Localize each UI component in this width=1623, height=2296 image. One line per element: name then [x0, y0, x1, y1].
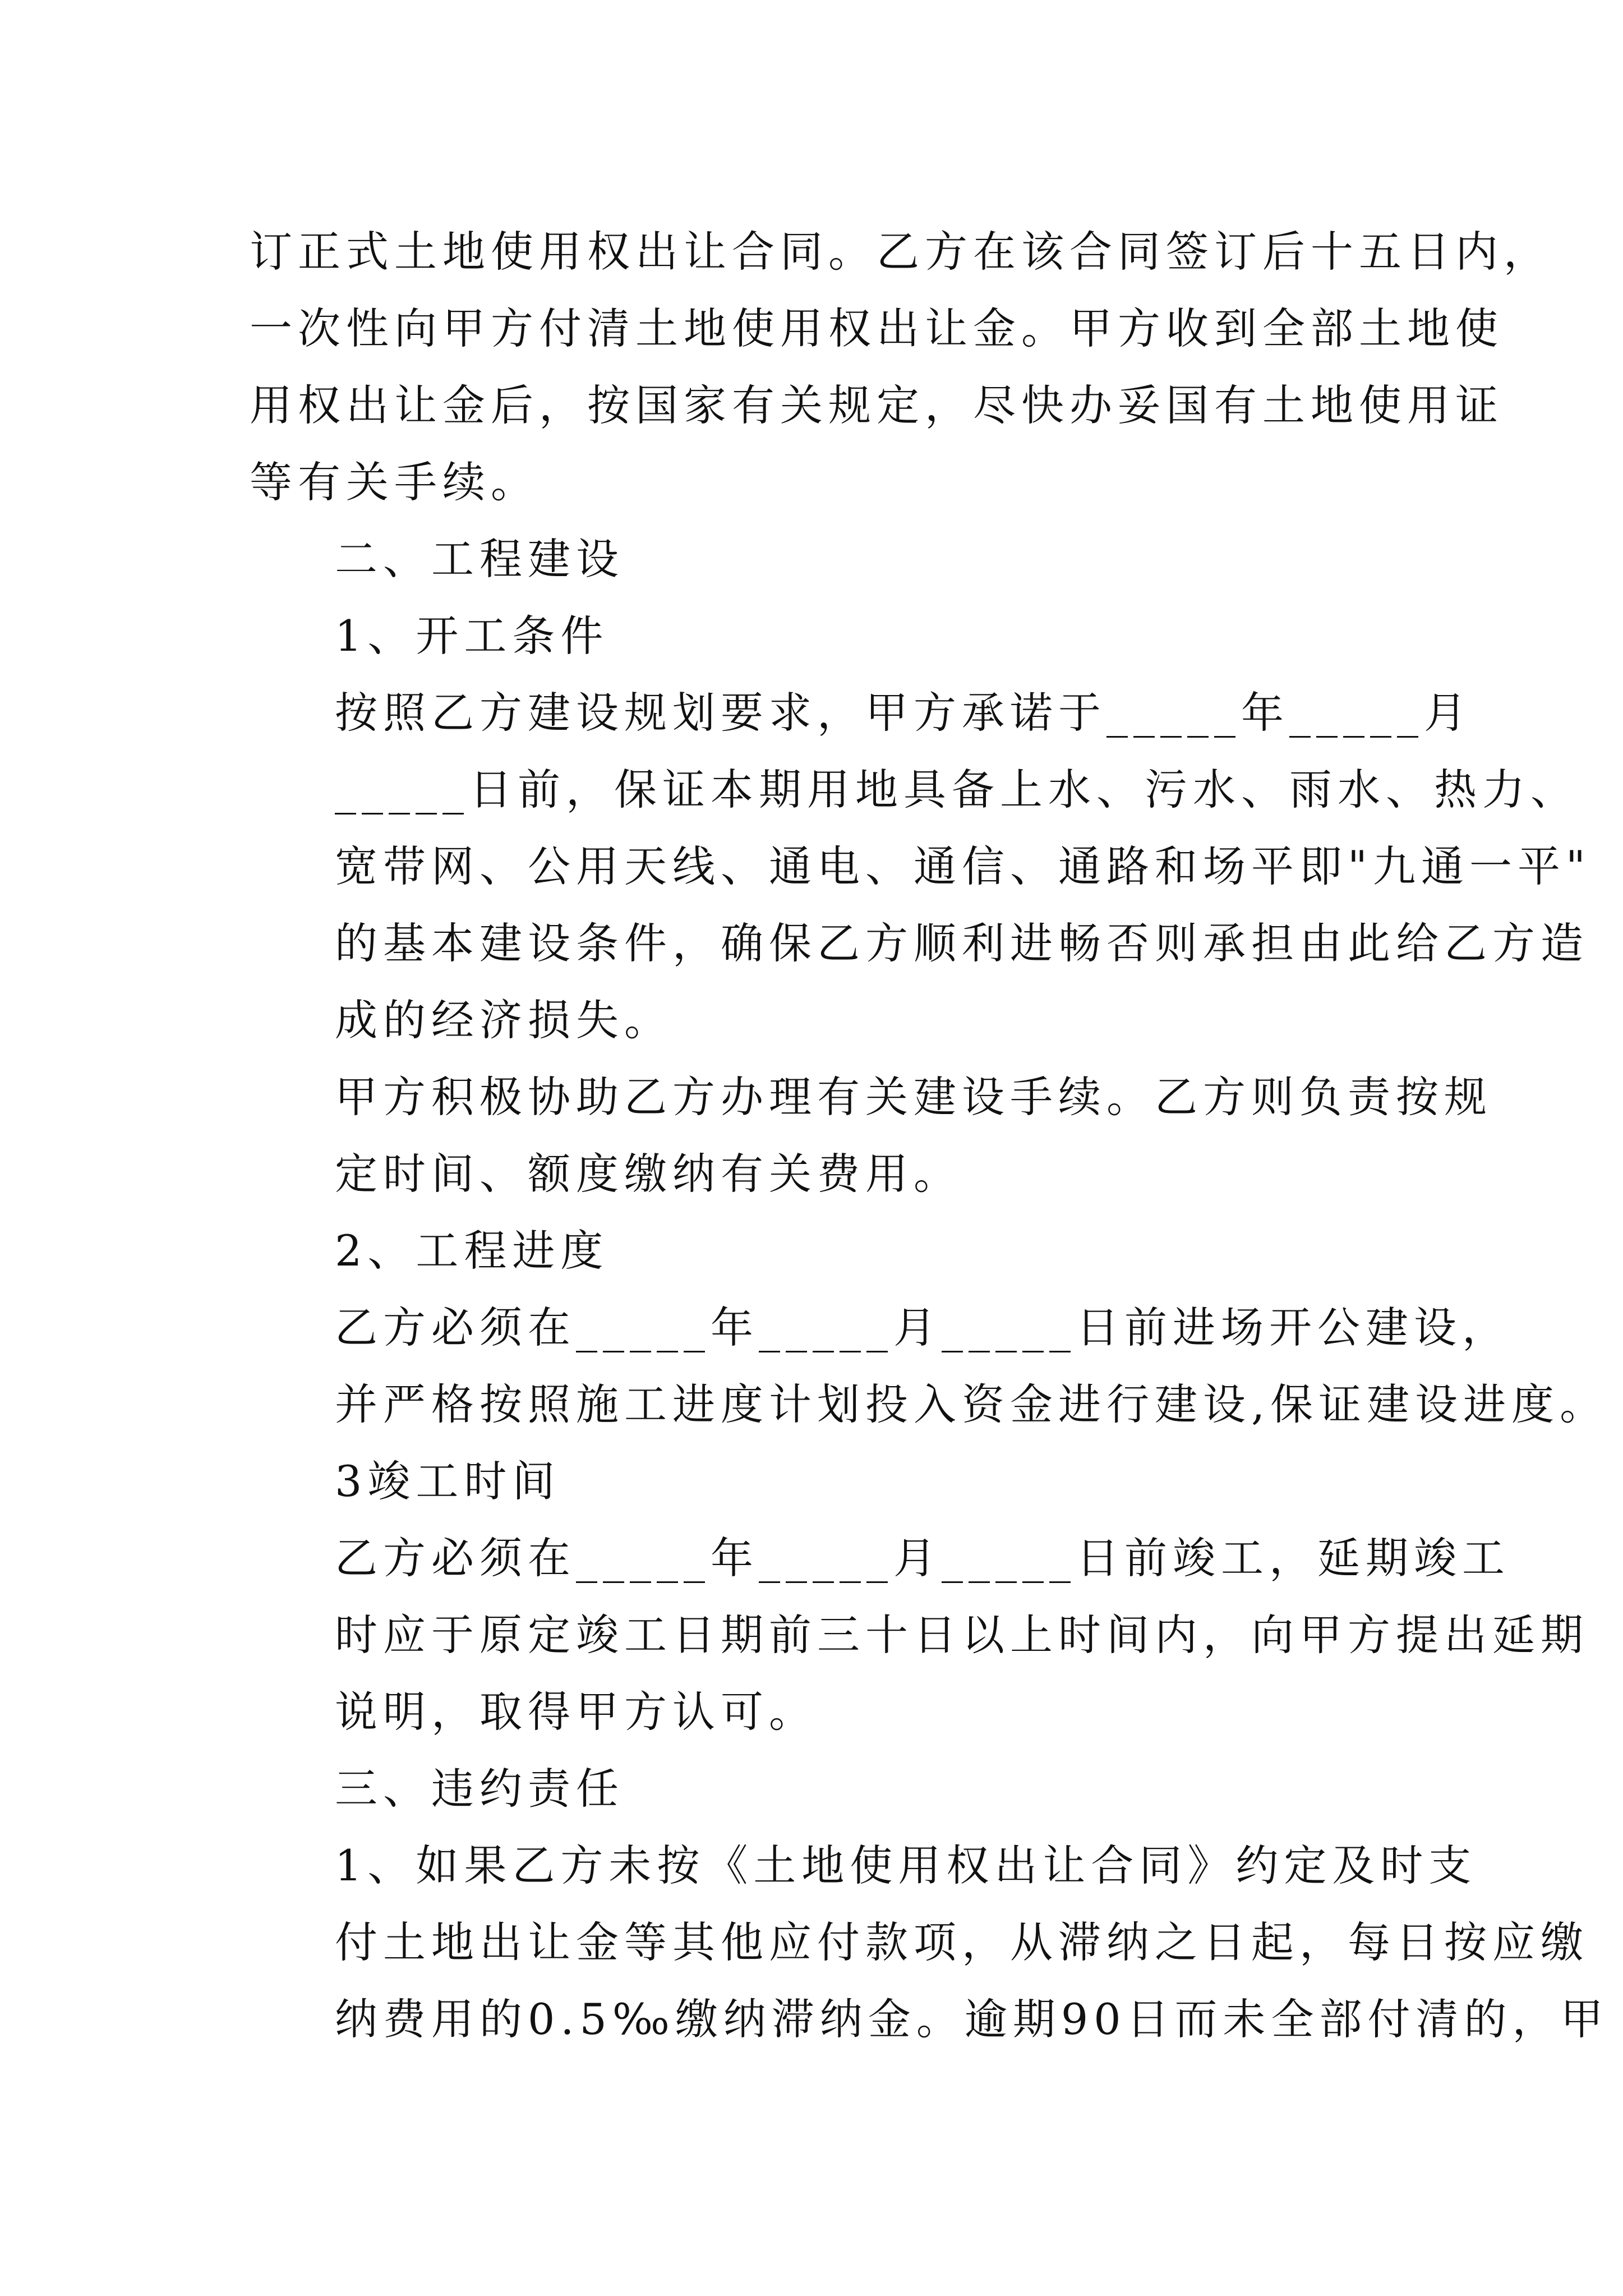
subheading-completion	[250, 1443, 1394, 1520]
text-line: 一次性向甲方付清土地使用权出让金。甲方收到全部土地使	[250, 303, 1504, 353]
text-line: 付土地出让金等其他应付款项，从滞纳之日起，每日按应缴	[335, 1917, 1589, 1967]
subheading-progress	[250, 1212, 1394, 1289]
text-line: 等有关手续。	[250, 457, 539, 507]
text-line: 说明，取得甲方认可。	[335, 1687, 817, 1737]
text-line: 乙方必须在_____年_____月_____日前竣工，延期竣工	[335, 1533, 1510, 1583]
text-line: 宽带网、公用天线、通电、通信、通路和场平即"九通一平"	[335, 841, 1591, 891]
text-line: 1、如果乙方未按《土地使用权出让合同》约定及时支	[335, 1841, 1477, 1890]
text-line: 时应于原定竣工日期前三十日以上时间内，向甲方提出延期	[335, 1610, 1589, 1660]
text-line: 甲方积极协助乙方办理有关建设手续。乙方则负责按规	[335, 1072, 1492, 1122]
subheading-start-conditions	[250, 597, 1394, 674]
text-line: 纳费用的0.5‰缴纳滞纳金。逾期90日而未全部付清的，甲	[335, 1994, 1609, 2044]
text-line: 定时间、额度缴纳有关费用。	[335, 1149, 962, 1199]
document-page	[250, 213, 1609, 2058]
text-line: 3竣工时间	[335, 1456, 561, 1506]
paragraph-completion	[250, 1520, 1589, 1750]
paragraph-procedures-fees	[250, 1059, 1492, 1212]
text-line: 用权出让金后，按国家有关规定，尽快办妥国有土地使用证	[250, 380, 1504, 430]
text-line: 的基本建设条件，确保乙方顺利进畅否则承担由此给乙方造	[335, 918, 1589, 968]
text-line: 乙方必须在_____年_____月_____日前进场开公建设，	[335, 1303, 1510, 1352]
paragraph-progress	[250, 1289, 1608, 1443]
section-heading-construction	[250, 521, 1394, 597]
paragraph-start-conditions	[250, 674, 1591, 1059]
text-line: 并严格按照施工进度计划投入资金进行建设,保证建设进度。	[335, 1379, 1608, 1429]
section-heading-liability	[250, 1750, 1394, 1827]
text-line: _____日前，保证本期用地具备上水、污水、雨水、热力、	[335, 765, 1579, 815]
text-line: 订正式土地使用权出让合同。乙方在该合同签订后十五日内，	[250, 227, 1552, 277]
paragraph-late-payment	[250, 1827, 1609, 2058]
text-line: 二、工程建设	[335, 534, 624, 584]
text-line: 成的经济损失。	[335, 995, 672, 1045]
paragraph-land-use-contract	[250, 213, 1552, 521]
text-line: 三、违约责任	[335, 1764, 624, 1814]
text-line: 按照乙方建设规划要求，甲方承诺于_____年_____月	[335, 688, 1472, 738]
text-line: 1、开工条件	[335, 611, 609, 661]
text-line: 2、工程进度	[335, 1226, 609, 1276]
